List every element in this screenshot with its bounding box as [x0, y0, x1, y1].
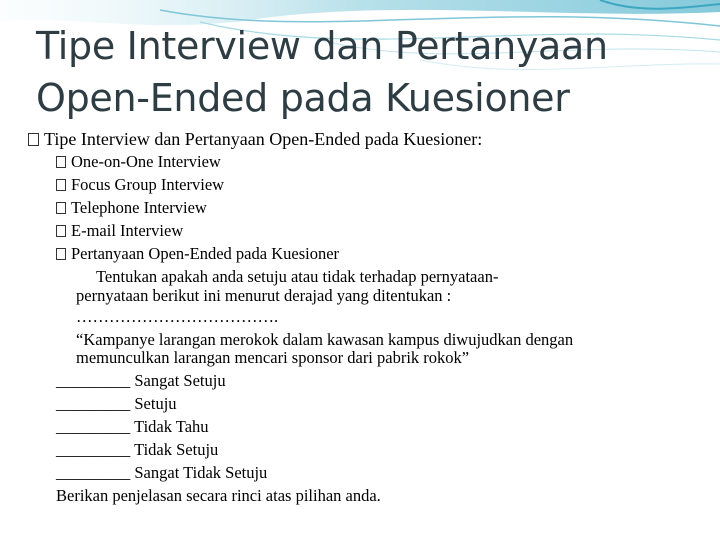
answer-option: _________ Setuju — [56, 394, 177, 413]
bullet-icon — [28, 133, 39, 146]
answer-option: _________ Tidak Tahu — [56, 417, 209, 436]
bullet-icon — [56, 225, 66, 237]
bullet-icon — [56, 248, 66, 260]
bullet-icon — [56, 156, 66, 168]
answer-option: _________ Sangat Tidak Setuju — [56, 463, 268, 482]
instruction-line-1: Tentukan apakah anda setuju atau tidak terhadap pernyataan- — [96, 267, 499, 286]
sub-bullet-text: E-mail Interview — [71, 221, 184, 240]
closing-text: Berikan penjelasan secara rinci atas pilihan anda. — [56, 486, 381, 505]
bullet-icon — [56, 202, 66, 214]
bullet-icon — [56, 179, 66, 191]
slide-title — [36, 20, 696, 124]
answer-option: _________ Sangat Setuju — [56, 371, 226, 390]
sub-bullet — [56, 175, 224, 195]
sub-bullet — [56, 198, 207, 218]
sub-bullet-text: Telephone Interview — [71, 198, 207, 217]
sub-bullet-text: One-on-One Interview — [71, 152, 221, 171]
title-line-2: Open-Ended pada Kuesioner — [36, 76, 570, 120]
statement-line-2: memunculkan larangan mencari sponsor dari pabrik rokok” — [76, 348, 470, 367]
main-bullet-text: Tipe Interview dan Pertanyaan Open-Ended pada Kuesioner: — [44, 129, 483, 149]
title-line-1: Tipe Interview dan Pertanyaan — [36, 24, 608, 68]
statement-line-1: “Kampanye larangan merokok dalam kawasan kampus diwujudkan dengan — [76, 330, 574, 349]
sub-bullet-text: Focus Group Interview — [71, 175, 225, 194]
answer-option: _________ Tidak Setuju — [56, 440, 219, 459]
sub-bullet — [56, 221, 183, 241]
main-bullet — [28, 128, 482, 150]
dotted-line: ………………………………. — [76, 307, 279, 326]
instruction-line-2: pernyataan berikut ini menurut derajad yang ditentukan : — [76, 286, 452, 305]
sub-bullet — [56, 152, 221, 172]
sub-bullet-text: Pertanyaan Open-Ended pada Kuesioner — [71, 244, 340, 263]
sub-bullet — [56, 244, 339, 264]
